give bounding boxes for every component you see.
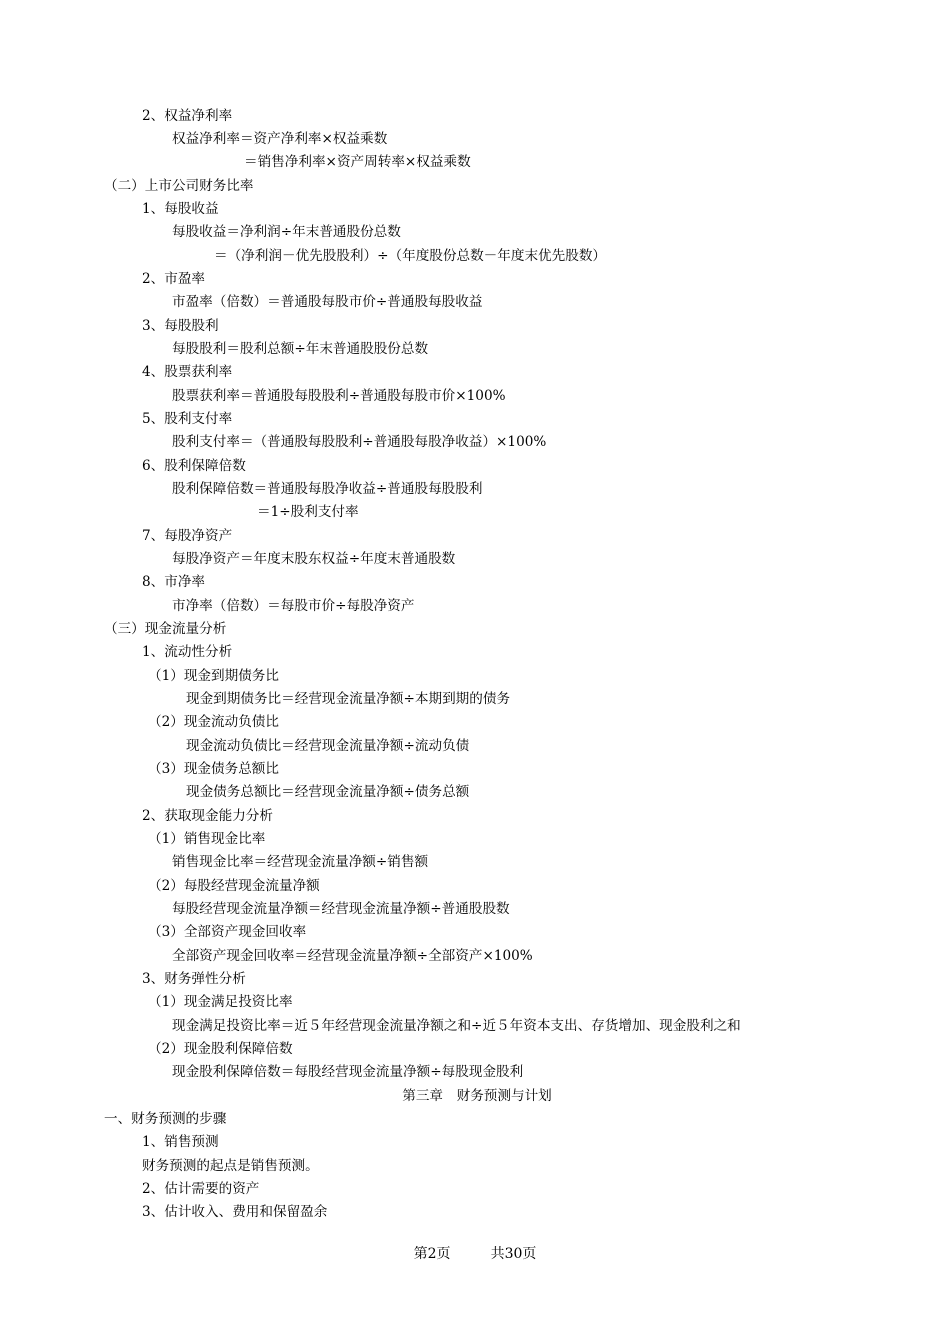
line-formula: 现金到期债务比＝经营现金流量净额÷本期到期的债务 [186,691,511,707]
line-subheading: 7、每股净资产 [142,528,233,544]
line-subheading: 4、股票获利率 [142,364,233,380]
line-section-heading: （三）现金流量分析 [104,621,227,637]
line-item-heading: （3）现金债务总额比 [148,761,279,777]
line-heading-roe: 2、权益净利率 [142,108,233,124]
line-formula: 股票获利率＝普通股每股股利÷普通股每股市价×100% [172,388,506,404]
line-formula: 每股净资产＝年度末股东权益÷年度末普通股数 [172,551,456,567]
line-formula: 全部资产现金回收率＝经营现金流量净额÷全部资产×100% [172,948,533,964]
line-subheading: 2、获取现金能力分析 [142,808,273,824]
chapter-title: 第三章 财务预测与计划 [402,1088,552,1104]
line-paragraph: 财务预测的起点是销售预测。 [142,1158,319,1174]
line-subheading: 5、股利支付率 [142,411,233,427]
line-subheading: 3、估计收入、费用和保留盈余 [142,1204,328,1220]
line-formula: 股利保障倍数＝普通股每股净收益÷普通股每股股利 [172,481,483,497]
line-item-heading: （1）现金到期债务比 [148,668,279,684]
line-subheading: 1、销售预测 [142,1134,219,1150]
line-subheading: 3、财务弹性分析 [142,971,246,987]
line-formula: 每股股利＝股利总额÷年末普通股股份总数 [172,341,429,357]
line-formula: ＝（净利润－优先股股利）÷（年度股份总数－年度末优先股数） [214,248,607,264]
line-formula: 权益净利率＝资产净利率×权益乘数 [172,131,388,147]
page-footer [0,1244,950,1264]
line-formula: 每股经营现金流量净额＝经营现金流量净额÷普通股股数 [172,901,510,917]
line-formula: 现金债务总额比＝经营现金流量净额÷债务总额 [186,784,470,800]
line-formula: 每股收益＝净利润÷年末普通股份总数 [172,224,401,240]
line-formula: 现金流动负债比＝经营现金流量净额÷流动负债 [186,738,470,754]
line-subheading: 1、流动性分析 [142,644,233,660]
line-item-heading: （2）现金流动负债比 [148,714,279,730]
line-formula: ＝销售净利率×资产周转率×权益乘数 [244,154,471,170]
line-item-heading: （1）销售现金比率 [148,831,266,847]
page-total: 共30页 [490,1246,537,1262]
line-subheading: 2、估计需要的资产 [142,1181,260,1197]
line-subheading: 1、每股收益 [142,201,219,217]
line-formula: 市盈率（倍数）＝普通股每股市价÷普通股每股收益 [172,294,483,310]
line-formula: 市净率（倍数）＝每股市价÷每股净资产 [172,598,415,614]
line-subheading: 6、股利保障倍数 [142,458,246,474]
line-subheading: 8、市净率 [142,574,206,590]
line-formula: 现金股利保障倍数＝每股经营现金流量净额÷每股现金股利 [172,1064,524,1080]
line-subheading: 3、每股股利 [142,318,219,334]
line-item-heading: （1）现金满足投资比率 [148,994,293,1010]
line-formula: ＝1÷股利支付率 [257,504,359,520]
line-section-heading: （二）上市公司财务比率 [104,178,254,194]
line-section-heading: 一、财务预测的步骤 [104,1111,227,1127]
line-item-heading: （2）现金股利保障倍数 [148,1041,293,1057]
line-formula: 销售现金比率＝经营现金流量净额÷销售额 [172,854,429,870]
line-item-heading: （2）每股经营现金流量净额 [148,878,320,894]
line-subheading: 2、市盈率 [142,271,206,287]
page-number: 第2页 [413,1246,451,1262]
line-formula: 股利支付率＝（普通股每股股利÷普通股每股净收益）×100% [172,434,547,450]
line-formula: 现金满足投资比率＝近５年经营现金流量净额之和÷近５年资本支出、存货增加、现金股利之和 [172,1018,741,1034]
line-item-heading: （3）全部资产现金回收率 [148,924,307,940]
